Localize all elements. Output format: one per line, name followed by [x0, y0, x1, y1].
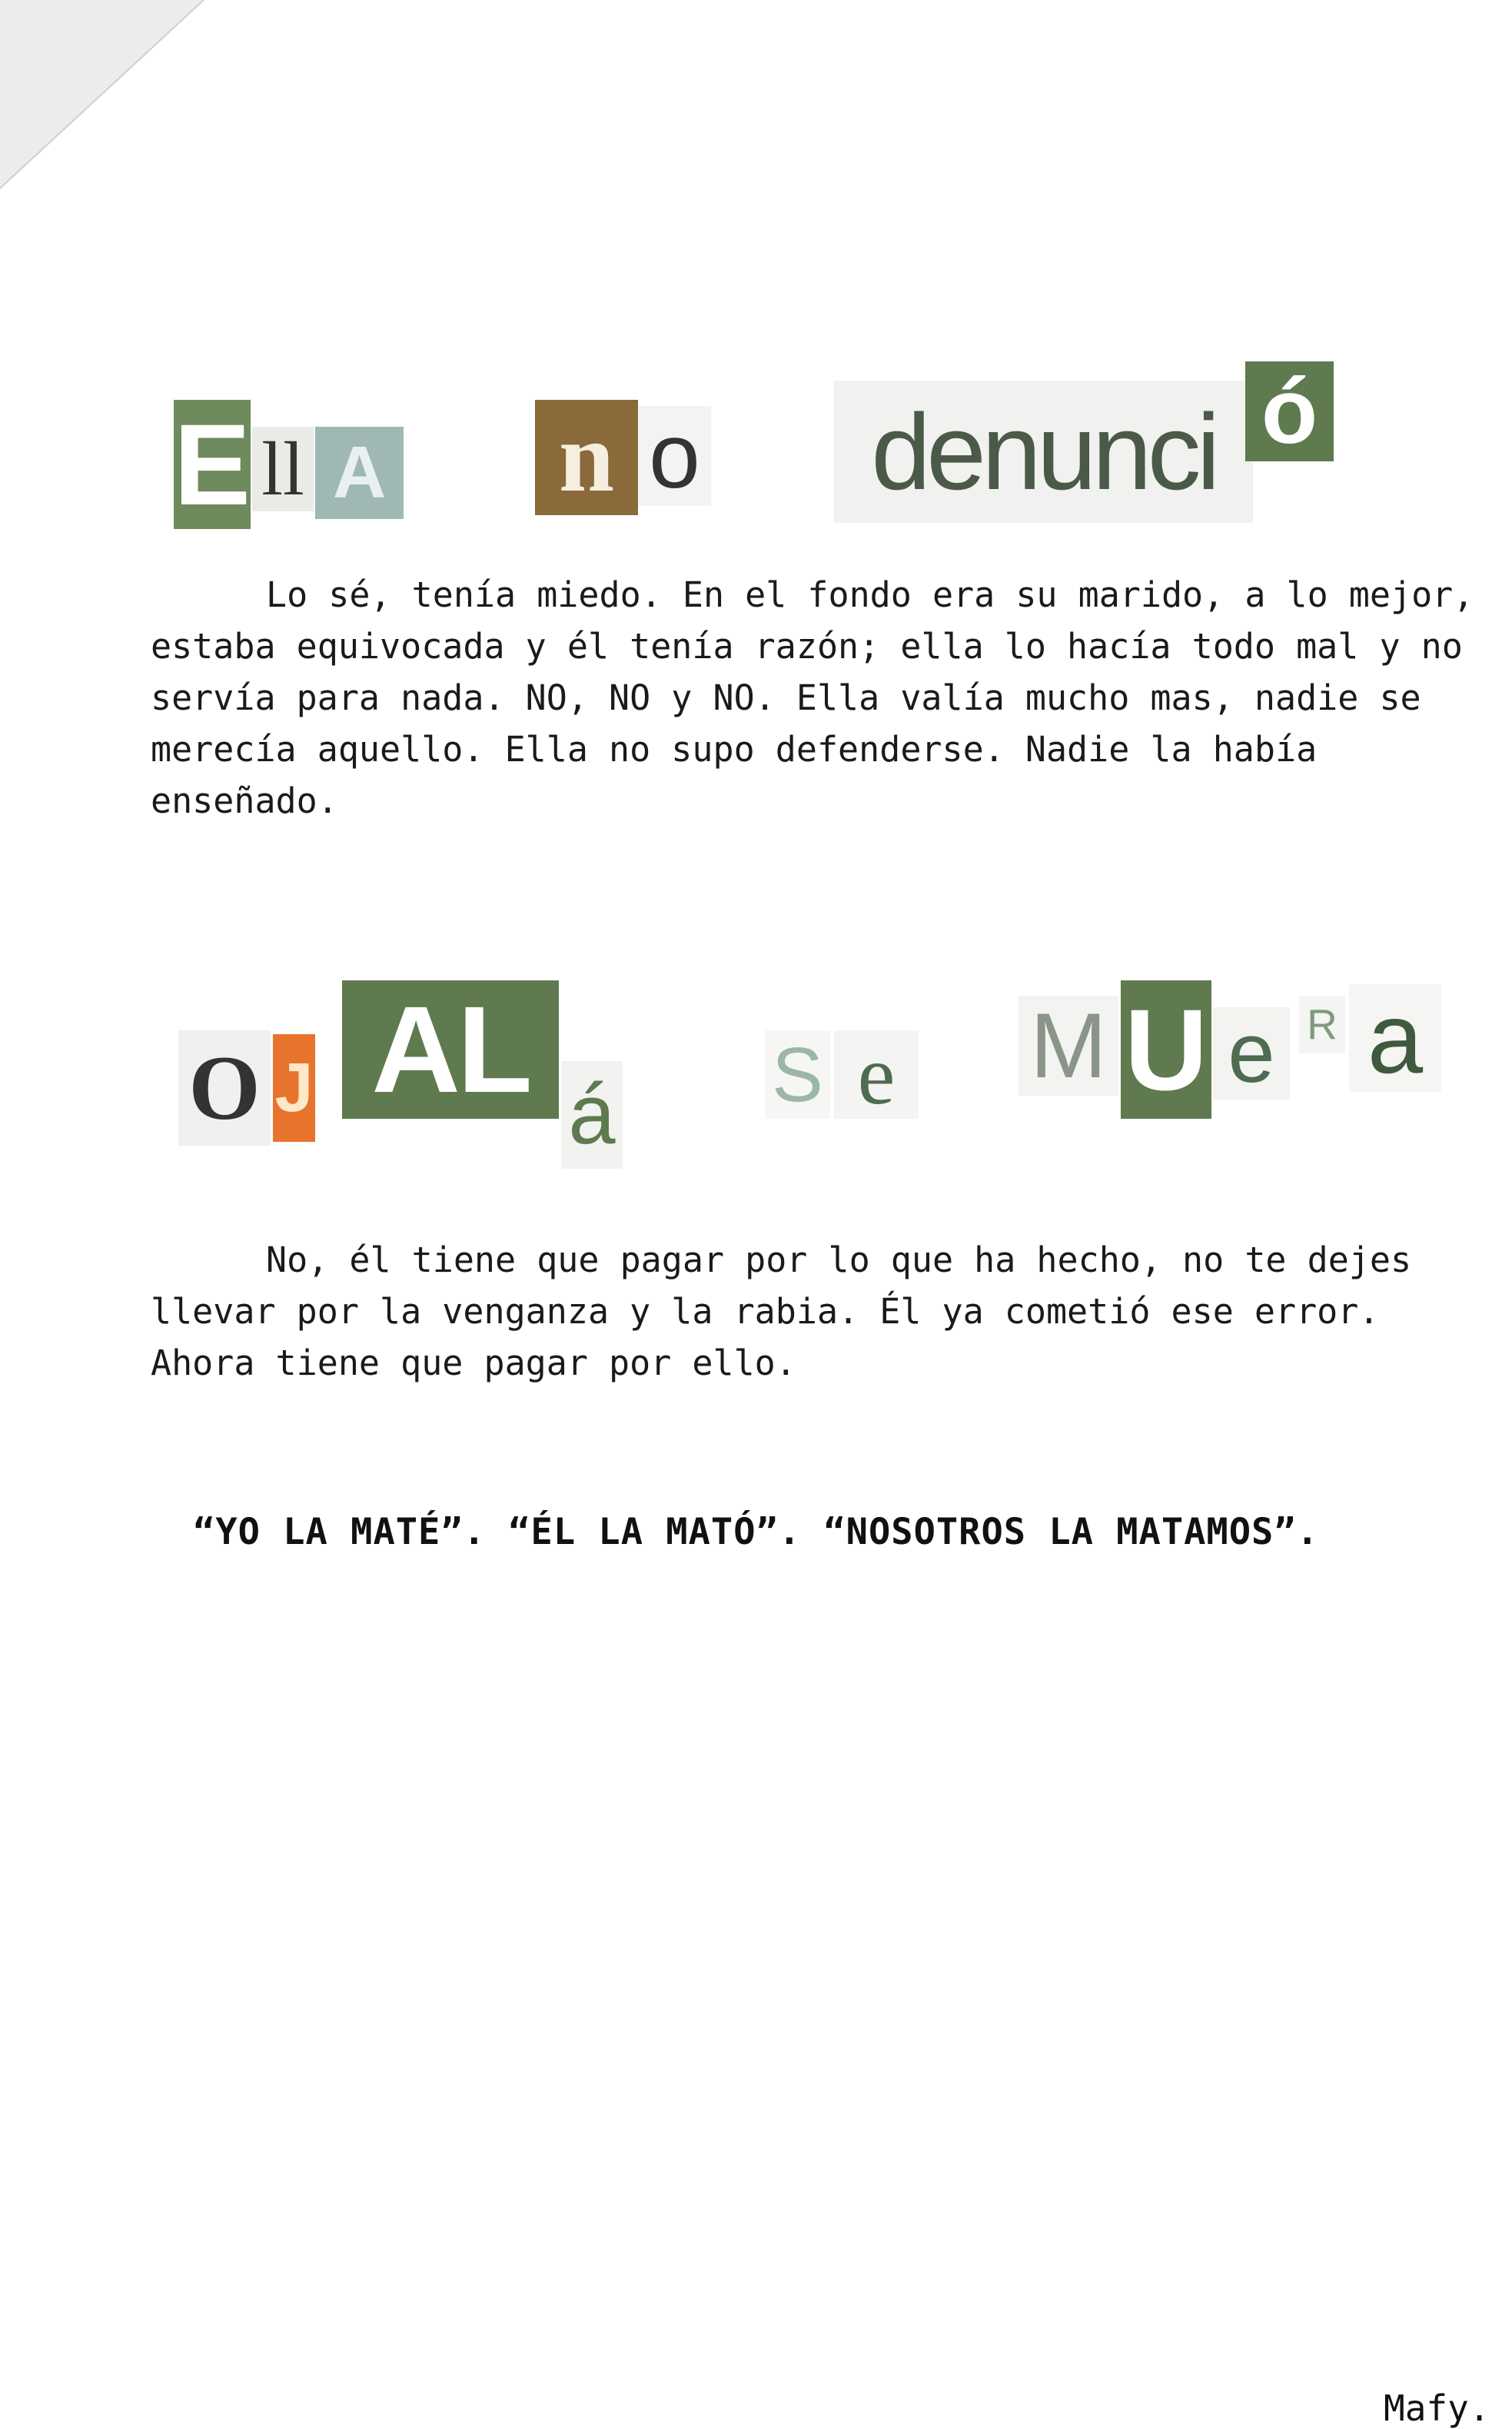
- paragraph-2: No, él tiene que pagar por lo que ha hecho, no te dejes llevar por la venganza y la rabia. Él ya cometió ese error. Ahora tiene que pagar por ello.: [151, 1239, 1412, 1383]
- clip-letter-a-accent: á: [561, 1061, 623, 1169]
- clip-letter-o: o: [638, 406, 711, 506]
- folded-corner: [0, 0, 208, 192]
- clip-letters-ll: ll: [252, 427, 314, 511]
- clip-letter-m: M: [1019, 996, 1118, 1096]
- clip-letter-a: a: [1349, 984, 1441, 1092]
- clip-letter-e: E: [174, 400, 251, 529]
- clip-letter-n: n: [535, 400, 638, 515]
- closing-quote: “YO LA MATÉ”. “ÉL LA MATÓ”. “NOSOTROS LA MATAMOS”.: [193, 1511, 1319, 1553]
- clip-letter-r: R: [1299, 996, 1345, 1053]
- clip-letter-j: J: [273, 1034, 315, 1142]
- clip-letter-a: A: [315, 427, 404, 519]
- clip-letter-e: e: [834, 1030, 919, 1119]
- clip-letter-s: S: [765, 1030, 830, 1119]
- clip-letter-u: U: [1121, 980, 1211, 1119]
- clip-word-denunci: denunci: [834, 381, 1253, 523]
- signature: Mafy.: [1384, 2387, 1490, 2429]
- clip-letter-o-accent: ó: [1245, 361, 1334, 461]
- paragraph-1: Lo sé, tenía miedo. En el fondo era su marido, a lo mejor, estaba equivocada y él tenía razón; ella lo hacía todo mal y no servía para nada. NO, NO y NO. Ella valía mucho mas, nadie se merecía aquello. Ella no supo defenderse. Nadie la había enseñado.: [151, 574, 1474, 821]
- clip-letter-e: e: [1213, 1007, 1290, 1100]
- clip-letters-al: AL: [342, 980, 559, 1119]
- clip-letter-o: O: [178, 1030, 271, 1146]
